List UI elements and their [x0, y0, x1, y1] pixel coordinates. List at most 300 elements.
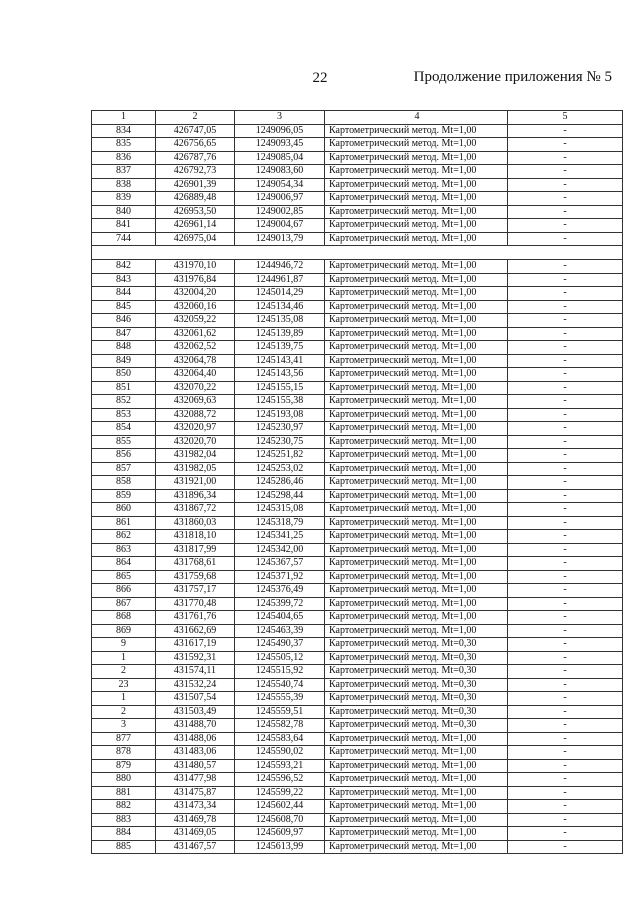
note-cell: -	[508, 462, 623, 476]
y-coordinate-cell: 1245505,12	[235, 651, 325, 665]
point-number-cell: 864	[92, 557, 156, 571]
method-cell: Картометрический метод. Mt=1,00	[325, 192, 508, 206]
point-number-cell: 744	[92, 232, 156, 246]
point-number-cell: 840	[92, 205, 156, 219]
y-coordinate-cell: 1245490,37	[235, 638, 325, 652]
x-coordinate-cell: 426953,50	[156, 205, 235, 219]
point-number-cell: 847	[92, 327, 156, 341]
point-number-cell: 845	[92, 300, 156, 314]
table-row	[92, 462, 623, 476]
page-number: 22	[312, 70, 328, 86]
table-row	[92, 638, 623, 652]
x-coordinate-cell: 431982,05	[156, 462, 235, 476]
method-cell: Картометрический метод. Mt=1,00	[325, 368, 508, 382]
point-number-cell: 846	[92, 314, 156, 328]
y-coordinate-cell: 1245318,79	[235, 516, 325, 530]
y-coordinate-cell: 1245599,22	[235, 786, 325, 800]
table-row	[92, 138, 623, 152]
x-coordinate-cell: 432064,40	[156, 368, 235, 382]
method-cell: Картометрический метод. Mt=1,00	[325, 597, 508, 611]
point-number-cell: 854	[92, 422, 156, 436]
x-coordinate-cell: 426901,39	[156, 178, 235, 192]
x-coordinate-cell: 431483,06	[156, 746, 235, 760]
y-coordinate-cell: 1245609,97	[235, 827, 325, 841]
table-row	[92, 273, 623, 287]
x-coordinate-cell: 431503,49	[156, 705, 235, 719]
y-coordinate-cell: 1245590,02	[235, 746, 325, 760]
method-cell: Картометрический метод. Mt=1,00	[325, 746, 508, 760]
table-row	[92, 368, 623, 382]
y-coordinate-cell: 1245251,82	[235, 449, 325, 463]
note-cell: -	[508, 773, 623, 787]
y-coordinate-cell: 1245135,08	[235, 314, 325, 328]
method-cell: Картометрический метод. Mt=1,00	[325, 232, 508, 246]
note-cell: -	[508, 827, 623, 841]
table-row	[92, 435, 623, 449]
point-number-cell: 883	[92, 813, 156, 827]
y-coordinate-cell: 1245596,52	[235, 773, 325, 787]
method-cell: Картометрический метод. Mt=1,00	[325, 124, 508, 138]
point-number-cell: 882	[92, 800, 156, 814]
section-gap-row	[92, 246, 623, 260]
table-row	[92, 476, 623, 490]
point-number-cell: 852	[92, 395, 156, 409]
method-cell: Картометрический метод. Mt=1,00	[325, 354, 508, 368]
note-cell: -	[508, 651, 623, 665]
x-coordinate-cell: 431477,98	[156, 773, 235, 787]
point-number-cell: 1	[92, 651, 156, 665]
table-header	[92, 111, 623, 125]
y-coordinate-cell: 1245139,75	[235, 341, 325, 355]
point-number-cell: 836	[92, 151, 156, 165]
y-coordinate-cell: 1249093,45	[235, 138, 325, 152]
x-coordinate-cell: 431896,34	[156, 489, 235, 503]
table-row	[92, 178, 623, 192]
x-coordinate-cell: 431574,11	[156, 665, 235, 679]
note-cell: -	[508, 151, 623, 165]
table-body	[92, 124, 623, 854]
y-coordinate-cell: 1245298,44	[235, 489, 325, 503]
method-cell: Картометрический метод. Mt=1,00	[325, 773, 508, 787]
table-row	[92, 557, 623, 571]
table-row	[92, 516, 623, 530]
note-cell: -	[508, 138, 623, 152]
x-coordinate-cell: 431592,31	[156, 651, 235, 665]
note-cell: -	[508, 530, 623, 544]
method-cell: Картометрический метод. Mt=1,00	[325, 759, 508, 773]
note-cell: -	[508, 584, 623, 598]
header-row	[92, 111, 623, 125]
table-row	[92, 260, 623, 274]
point-number-cell: 858	[92, 476, 156, 490]
x-coordinate-cell: 426747,05	[156, 124, 235, 138]
method-cell: Картометрический метод. Mt=1,00	[325, 327, 508, 341]
column-header-3: 3	[235, 111, 325, 125]
table-row	[92, 287, 623, 301]
method-cell: Картометрический метод. Mt=0,30	[325, 638, 508, 652]
x-coordinate-cell: 431818,10	[156, 530, 235, 544]
method-cell: Картометрический метод. Mt=1,00	[325, 800, 508, 814]
x-coordinate-cell: 432070,22	[156, 381, 235, 395]
x-coordinate-cell: 431860,03	[156, 516, 235, 530]
note-cell: -	[508, 165, 623, 179]
method-cell: Картометрический метод. Mt=1,00	[325, 138, 508, 152]
table-row	[92, 165, 623, 179]
y-coordinate-cell: 1245139,89	[235, 327, 325, 341]
note-cell: -	[508, 381, 623, 395]
method-cell: Картометрический метод. Mt=1,00	[325, 476, 508, 490]
method-cell: Картометрический метод. Mt=1,00	[325, 584, 508, 598]
y-coordinate-cell: 1245341,25	[235, 530, 325, 544]
table-row	[92, 219, 623, 233]
note-cell: -	[508, 570, 623, 584]
table-row	[92, 232, 623, 246]
note-cell: -	[508, 611, 623, 625]
y-coordinate-cell: 1245593,21	[235, 759, 325, 773]
y-coordinate-cell: 1245143,41	[235, 354, 325, 368]
y-coordinate-cell: 1245286,46	[235, 476, 325, 490]
note-cell: -	[508, 124, 623, 138]
x-coordinate-cell: 426756,65	[156, 138, 235, 152]
note-cell: -	[508, 624, 623, 638]
y-coordinate-cell: 1245143,56	[235, 368, 325, 382]
method-cell: Картометрический метод. Mt=1,00	[325, 449, 508, 463]
coordinates-table	[91, 110, 623, 854]
x-coordinate-cell: 431475,87	[156, 786, 235, 800]
method-cell: Картометрический метод. Mt=1,00	[325, 543, 508, 557]
point-number-cell: 842	[92, 260, 156, 274]
table-row	[92, 489, 623, 503]
y-coordinate-cell: 1245367,57	[235, 557, 325, 571]
note-cell: -	[508, 597, 623, 611]
method-cell: Картометрический метод. Mt=0,30	[325, 678, 508, 692]
table-row	[92, 314, 623, 328]
point-number-cell: 2	[92, 705, 156, 719]
table-row	[92, 786, 623, 800]
y-coordinate-cell: 1245608,70	[235, 813, 325, 827]
y-coordinate-cell: 1245253,02	[235, 462, 325, 476]
note-cell: -	[508, 435, 623, 449]
y-coordinate-cell: 1249004,67	[235, 219, 325, 233]
y-coordinate-cell: 1245014,29	[235, 287, 325, 301]
method-cell: Картометрический метод. Mt=1,00	[325, 732, 508, 746]
table-row	[92, 759, 623, 773]
column-header-4: 4	[325, 111, 508, 125]
method-cell: Картометрический метод. Mt=1,00	[325, 462, 508, 476]
method-cell: Картометрический метод. Mt=1,00	[325, 260, 508, 274]
y-coordinate-cell: 1245230,97	[235, 422, 325, 436]
x-coordinate-cell: 426792,73	[156, 165, 235, 179]
note-cell: -	[508, 327, 623, 341]
y-coordinate-cell: 1249054,34	[235, 178, 325, 192]
table-row	[92, 151, 623, 165]
method-cell: Картометрический метод. Mt=1,00	[325, 205, 508, 219]
method-cell: Картометрический метод. Mt=1,00	[325, 341, 508, 355]
method-cell: Картометрический метод. Mt=1,00	[325, 300, 508, 314]
y-coordinate-cell: 1245376,49	[235, 584, 325, 598]
method-cell: Картометрический метод. Mt=1,00	[325, 287, 508, 301]
x-coordinate-cell: 432069,63	[156, 395, 235, 409]
point-number-cell: 848	[92, 341, 156, 355]
x-coordinate-cell: 432062,52	[156, 341, 235, 355]
x-coordinate-cell: 431467,57	[156, 840, 235, 854]
x-coordinate-cell: 431469,78	[156, 813, 235, 827]
table-row	[92, 597, 623, 611]
x-coordinate-cell: 432020,97	[156, 422, 235, 436]
method-cell: Картометрический метод. Mt=1,00	[325, 557, 508, 571]
table-row	[92, 124, 623, 138]
point-number-cell: 879	[92, 759, 156, 773]
method-cell: Картометрический метод. Mt=0,30	[325, 719, 508, 733]
table-row	[92, 530, 623, 544]
column-header-1: 1	[92, 111, 156, 125]
page-caption: Продолжение приложения № 5	[413, 69, 612, 85]
x-coordinate-cell: 432020,70	[156, 435, 235, 449]
x-coordinate-cell: 431757,17	[156, 584, 235, 598]
note-cell: -	[508, 543, 623, 557]
table-row	[92, 678, 623, 692]
note-cell: -	[508, 314, 623, 328]
method-cell: Картометрический метод. Mt=0,30	[325, 705, 508, 719]
y-coordinate-cell: 1245463,39	[235, 624, 325, 638]
point-number-cell: 862	[92, 530, 156, 544]
y-coordinate-cell: 1245540,74	[235, 678, 325, 692]
y-coordinate-cell: 1249085,04	[235, 151, 325, 165]
x-coordinate-cell: 431770,48	[156, 597, 235, 611]
note-cell: -	[508, 354, 623, 368]
method-cell: Картометрический метод. Mt=1,00	[325, 624, 508, 638]
x-coordinate-cell: 431469,05	[156, 827, 235, 841]
note-cell: -	[508, 300, 623, 314]
table-row	[92, 192, 623, 206]
note-cell: -	[508, 260, 623, 274]
method-cell: Картометрический метод. Mt=1,00	[325, 408, 508, 422]
x-coordinate-cell: 431768,61	[156, 557, 235, 571]
y-coordinate-cell: 1245559,51	[235, 705, 325, 719]
point-number-cell: 9	[92, 638, 156, 652]
y-coordinate-cell: 1245613,99	[235, 840, 325, 854]
table-row	[92, 719, 623, 733]
x-coordinate-cell: 432064,78	[156, 354, 235, 368]
point-number-cell: 855	[92, 435, 156, 449]
x-coordinate-cell: 431480,57	[156, 759, 235, 773]
method-cell: Картометрический метод. Mt=1,00	[325, 570, 508, 584]
note-cell: -	[508, 287, 623, 301]
x-coordinate-cell: 431507,54	[156, 692, 235, 706]
point-number-cell: 23	[92, 678, 156, 692]
point-number-cell: 844	[92, 287, 156, 301]
method-cell: Картометрический метод. Mt=1,00	[325, 165, 508, 179]
note-cell: -	[508, 759, 623, 773]
note-cell: -	[508, 705, 623, 719]
method-cell: Картометрический метод. Mt=1,00	[325, 178, 508, 192]
point-number-cell: 866	[92, 584, 156, 598]
note-cell: -	[508, 813, 623, 827]
method-cell: Картометрический метод. Mt=1,00	[325, 219, 508, 233]
x-coordinate-cell: 431976,84	[156, 273, 235, 287]
table-row	[92, 773, 623, 787]
x-coordinate-cell: 431662,69	[156, 624, 235, 638]
y-coordinate-cell: 1245582,78	[235, 719, 325, 733]
point-number-cell: 3	[92, 719, 156, 733]
point-number-cell: 856	[92, 449, 156, 463]
table-row	[92, 422, 623, 436]
table-row	[92, 341, 623, 355]
table-row	[92, 205, 623, 219]
note-cell: -	[508, 368, 623, 382]
note-cell: -	[508, 732, 623, 746]
table-row	[92, 746, 623, 760]
y-coordinate-cell: 1245555,39	[235, 692, 325, 706]
point-number-cell: 878	[92, 746, 156, 760]
table-row	[92, 651, 623, 665]
method-cell: Картометрический метод. Mt=1,00	[325, 840, 508, 854]
y-coordinate-cell: 1245155,38	[235, 395, 325, 409]
table-row	[92, 705, 623, 719]
note-cell: -	[508, 476, 623, 490]
note-cell: -	[508, 678, 623, 692]
point-number-cell: 863	[92, 543, 156, 557]
point-number-cell: 843	[92, 273, 156, 287]
method-cell: Картометрический метод. Mt=1,00	[325, 314, 508, 328]
y-coordinate-cell: 1244961,87	[235, 273, 325, 287]
column-header-5: 5	[508, 111, 623, 125]
x-coordinate-cell: 431532,24	[156, 678, 235, 692]
y-coordinate-cell: 1245602,44	[235, 800, 325, 814]
point-number-cell: 849	[92, 354, 156, 368]
table-row	[92, 449, 623, 463]
x-coordinate-cell: 431473,34	[156, 800, 235, 814]
y-coordinate-cell: 1245315,08	[235, 503, 325, 517]
method-cell: Картометрический метод. Mt=1,00	[325, 503, 508, 517]
y-coordinate-cell: 1245342,00	[235, 543, 325, 557]
method-cell: Картометрический метод. Mt=0,30	[325, 692, 508, 706]
point-number-cell: 1	[92, 692, 156, 706]
method-cell: Картометрический метод. Mt=0,30	[325, 651, 508, 665]
point-number-cell: 838	[92, 178, 156, 192]
note-cell: -	[508, 395, 623, 409]
x-coordinate-cell: 431867,72	[156, 503, 235, 517]
note-cell: -	[508, 638, 623, 652]
point-number-cell: 835	[92, 138, 156, 152]
point-number-cell: 837	[92, 165, 156, 179]
y-coordinate-cell: 1249083,60	[235, 165, 325, 179]
section-gap-cell	[92, 246, 623, 260]
point-number-cell: 839	[92, 192, 156, 206]
note-cell: -	[508, 503, 623, 517]
note-cell: -	[508, 840, 623, 854]
point-number-cell: 860	[92, 503, 156, 517]
point-number-cell: 853	[92, 408, 156, 422]
y-coordinate-cell: 1249002,85	[235, 205, 325, 219]
note-cell: -	[508, 219, 623, 233]
point-number-cell: 851	[92, 381, 156, 395]
point-number-cell: 834	[92, 124, 156, 138]
note-cell: -	[508, 489, 623, 503]
x-coordinate-cell: 426961,14	[156, 219, 235, 233]
table-row	[92, 840, 623, 854]
table-row	[92, 732, 623, 746]
method-cell: Картометрический метод. Mt=1,00	[325, 611, 508, 625]
note-cell: -	[508, 232, 623, 246]
x-coordinate-cell: 432060,16	[156, 300, 235, 314]
method-cell: Картометрический метод. Mt=1,00	[325, 435, 508, 449]
y-coordinate-cell: 1249006,97	[235, 192, 325, 206]
point-number-cell: 2	[92, 665, 156, 679]
y-coordinate-cell: 1244946,72	[235, 260, 325, 274]
table-row	[92, 354, 623, 368]
note-cell: -	[508, 786, 623, 800]
y-coordinate-cell: 1245399,72	[235, 597, 325, 611]
table-row	[92, 584, 623, 598]
point-number-cell: 859	[92, 489, 156, 503]
column-header-2: 2	[156, 111, 235, 125]
point-number-cell: 884	[92, 827, 156, 841]
table-row	[92, 665, 623, 679]
table-row	[92, 300, 623, 314]
method-cell: Картометрический метод. Mt=1,00	[325, 516, 508, 530]
method-cell: Картометрический метод. Mt=1,00	[325, 273, 508, 287]
note-cell: -	[508, 800, 623, 814]
x-coordinate-cell: 431761,76	[156, 611, 235, 625]
point-number-cell: 861	[92, 516, 156, 530]
point-number-cell: 885	[92, 840, 156, 854]
note-cell: -	[508, 557, 623, 571]
x-coordinate-cell: 432088,72	[156, 408, 235, 422]
y-coordinate-cell: 1249096,05	[235, 124, 325, 138]
x-coordinate-cell: 431488,70	[156, 719, 235, 733]
method-cell: Картометрический метод. Mt=1,00	[325, 489, 508, 503]
method-cell: Картометрический метод. Mt=1,00	[325, 786, 508, 800]
table-row	[92, 381, 623, 395]
x-coordinate-cell: 431970,10	[156, 260, 235, 274]
point-number-cell: 841	[92, 219, 156, 233]
x-coordinate-cell: 426889,48	[156, 192, 235, 206]
x-coordinate-cell: 431617,19	[156, 638, 235, 652]
note-cell: -	[508, 692, 623, 706]
method-cell: Картометрический метод. Mt=1,00	[325, 151, 508, 165]
table-row	[92, 692, 623, 706]
note-cell: -	[508, 449, 623, 463]
note-cell: -	[508, 665, 623, 679]
table-row	[92, 395, 623, 409]
table-row	[92, 800, 623, 814]
y-coordinate-cell: 1249013,79	[235, 232, 325, 246]
y-coordinate-cell: 1245404,65	[235, 611, 325, 625]
y-coordinate-cell: 1245155,15	[235, 381, 325, 395]
x-coordinate-cell: 426787,76	[156, 151, 235, 165]
table-row	[92, 570, 623, 584]
method-cell: Картометрический метод. Mt=1,00	[325, 813, 508, 827]
note-cell: -	[508, 205, 623, 219]
y-coordinate-cell: 1245371,92	[235, 570, 325, 584]
y-coordinate-cell: 1245230,75	[235, 435, 325, 449]
point-number-cell: 869	[92, 624, 156, 638]
table-row	[92, 827, 623, 841]
note-cell: -	[508, 516, 623, 530]
x-coordinate-cell: 432004,20	[156, 287, 235, 301]
table-row	[92, 503, 623, 517]
point-number-cell: 868	[92, 611, 156, 625]
y-coordinate-cell: 1245193,08	[235, 408, 325, 422]
x-coordinate-cell: 431817,99	[156, 543, 235, 557]
y-coordinate-cell: 1245515,92	[235, 665, 325, 679]
point-number-cell: 850	[92, 368, 156, 382]
x-coordinate-cell: 431759,68	[156, 570, 235, 584]
method-cell: Картометрический метод. Mt=1,00	[325, 395, 508, 409]
table-row	[92, 327, 623, 341]
y-coordinate-cell: 1245134,46	[235, 300, 325, 314]
